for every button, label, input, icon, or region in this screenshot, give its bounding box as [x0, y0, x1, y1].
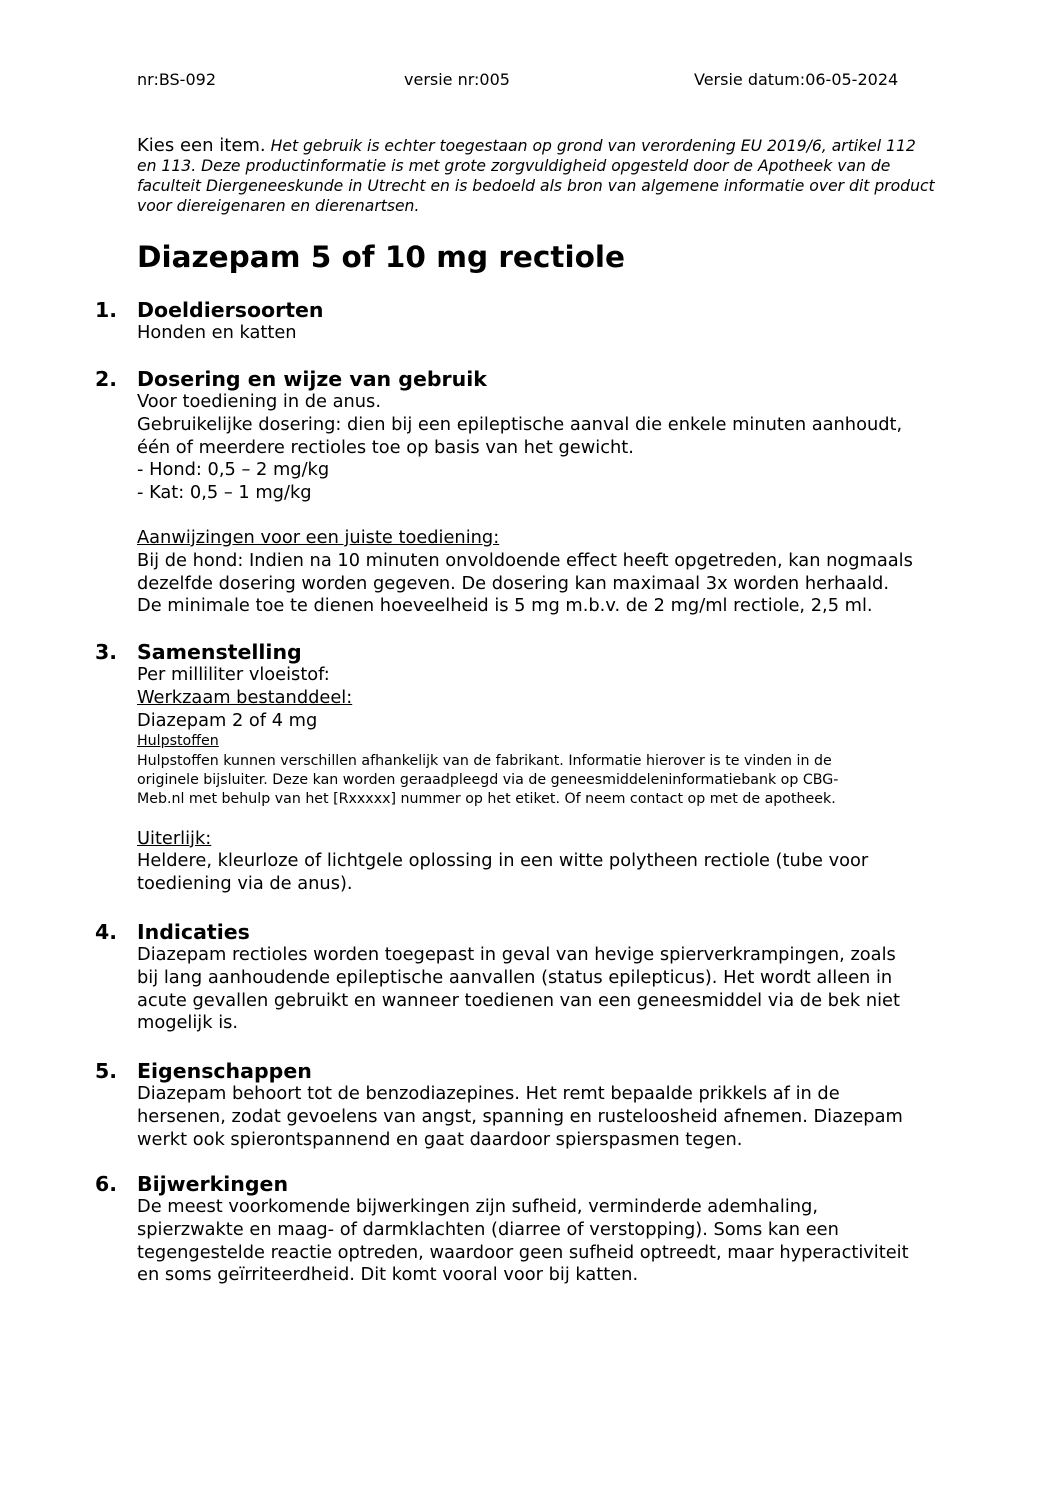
- text-line: De meest voorkomende bijwerkingen zijn sufheid, verminderde ademhaling,: [137, 1196, 818, 1217]
- spacer: [137, 810, 977, 828]
- document-number: nr:BS-092: [137, 70, 216, 89]
- text-line: werkt ook spierontspannend en gaat daardoor spierspasmen tegen.: [137, 1128, 743, 1150]
- text-line: Meb.nl met behulp van het [Rxxxxx] nummer op het etiket. Of neem contact op met de apotheek.: [137, 791, 836, 808]
- section-body: [137, 1083, 977, 1151]
- section-number: 3.: [95, 640, 118, 664]
- section-number: 4.: [95, 920, 118, 944]
- text-line: en soms geïrriteerdheid. Dit komt vooral voor bij katten.: [137, 1264, 639, 1286]
- version-date: Versie datum:06-05-2024: [694, 70, 899, 89]
- text-line: De minimale toe te dienen hoeveelheid is 5 mg m.b.v. de 2 mg/ml rectiole, 2,5 ml.: [137, 595, 873, 617]
- text-line: toediening via de anus).: [137, 873, 353, 895]
- subheading-administration: Aanwijzingen voor een juiste toediening:: [137, 526, 500, 548]
- section-title: Dosering en wijze van gebruik: [137, 367, 487, 391]
- text-line: tegengestelde reactie optreden, waardoor geen sufheid optreedt, maar hyperactiviteit: [137, 1241, 909, 1263]
- text-line: spierzwakte en maag- of darmklachten (diarree of verstopping). Soms kan een: [137, 1218, 839, 1240]
- text-line: Gebruikelijke dosering: dien bij een epileptische aanval die enkele minuten aanhoudt,: [137, 413, 903, 435]
- page-title: Diazepam 5 of 10 mg rectiole: [137, 240, 625, 274]
- text-line: Honden en katten: [137, 322, 297, 343]
- text-line: bij lang aanhoudende epileptische aanvallen (status epilepticus). Het wordt alleen in: [137, 966, 893, 988]
- text-line: Bij de hond: Indien na 10 minuten onvoldoende effect heeft opgetreden, kan nogmaals: [137, 549, 913, 571]
- text-line: dezelfde dosering worden gegeven. De dosering kan maximaal 3x worden herhaald.: [137, 572, 889, 594]
- section-number: 2.: [95, 367, 118, 391]
- text-line: één of meerdere rectioles toe op basis van het gewicht.: [137, 436, 634, 458]
- page-header: [0, 70, 1059, 92]
- section-title: Samenstelling: [137, 640, 302, 664]
- spacer: [137, 505, 977, 527]
- section-title: Indicaties: [137, 920, 250, 944]
- choose-item-placeholder[interactable]: Kies een item.: [137, 135, 266, 156]
- text-line: Per milliliter vloeistof:: [137, 664, 330, 685]
- section-body: [137, 322, 977, 345]
- text-line: mogelijk is.: [137, 1012, 239, 1034]
- dose-dog: - Hond: 0,5 – 2 mg/kg: [137, 459, 330, 481]
- text-line: Heldere, kleurloze of lichtgele oplossing in een witte polytheen rectiole (tube voor: [137, 850, 869, 872]
- intro-paragraph: [137, 136, 937, 216]
- section-title: Eigenschappen: [137, 1059, 312, 1083]
- section-body: [137, 391, 977, 618]
- subheading-appearance: Uiterlijk:: [137, 827, 212, 849]
- version-number: versie nr:005: [404, 70, 510, 89]
- text-line: acute gevallen gebruikt en wanneer toedienen van een geneesmiddel via de bek niet: [137, 989, 900, 1011]
- text-line: Voor toediening in de anus.: [137, 391, 381, 412]
- subheading-excipients: Hulpstoffen: [137, 733, 219, 750]
- legal-disclaimer: Het gebruik is echter toegestaan op grond van verordening EU 2019/6, artikel 112 en 113. Deze productinformatie is met grote zorgvuldigheid opgesteld door de Apotheek van de faculteit Diergeneeskunde in Utrecht en is bedoeld als bron van algemene informatie over dit product voor diereigenaren en dierenartsen.: [137, 137, 935, 215]
- section-title: Doeldiersoorten: [137, 298, 324, 322]
- section-title: Bijwerkingen: [137, 1172, 289, 1196]
- section-body: [137, 664, 977, 896]
- section-number: 5.: [95, 1059, 118, 1083]
- text-line: originele bijsluiter. Deze kan worden geraadpleegd via de geneesmiddeleninformatiebank op CBG-: [137, 771, 839, 788]
- text-line: Diazepam behoort tot de benzodiazepines. Het remt bepaalde prikkels af in de: [137, 1083, 840, 1104]
- text-line: Diazepam rectioles worden toegepast in geval van hevige spierverkrampingen, zoals: [137, 944, 896, 965]
- text-line: Hulpstoffen kunnen verschillen afhankelijk van de fabrikant. Informatie hierover is te vinden in de: [137, 752, 832, 769]
- section-number: 6.: [95, 1172, 118, 1196]
- section-body: [137, 1196, 977, 1287]
- section-body: [137, 944, 977, 1035]
- subheading-active-ingredient: Werkzaam bestanddeel:: [137, 686, 353, 708]
- active-ingredient-value: Diazepam 2 of 4 mg: [137, 709, 318, 731]
- text-line: hersenen, zodat gevoelens van angst, spanning en rusteloosheid afnemen. Diazepam: [137, 1105, 903, 1127]
- dose-cat: - Kat: 0,5 – 1 mg/kg: [137, 482, 312, 504]
- section-number: 1.: [95, 298, 118, 322]
